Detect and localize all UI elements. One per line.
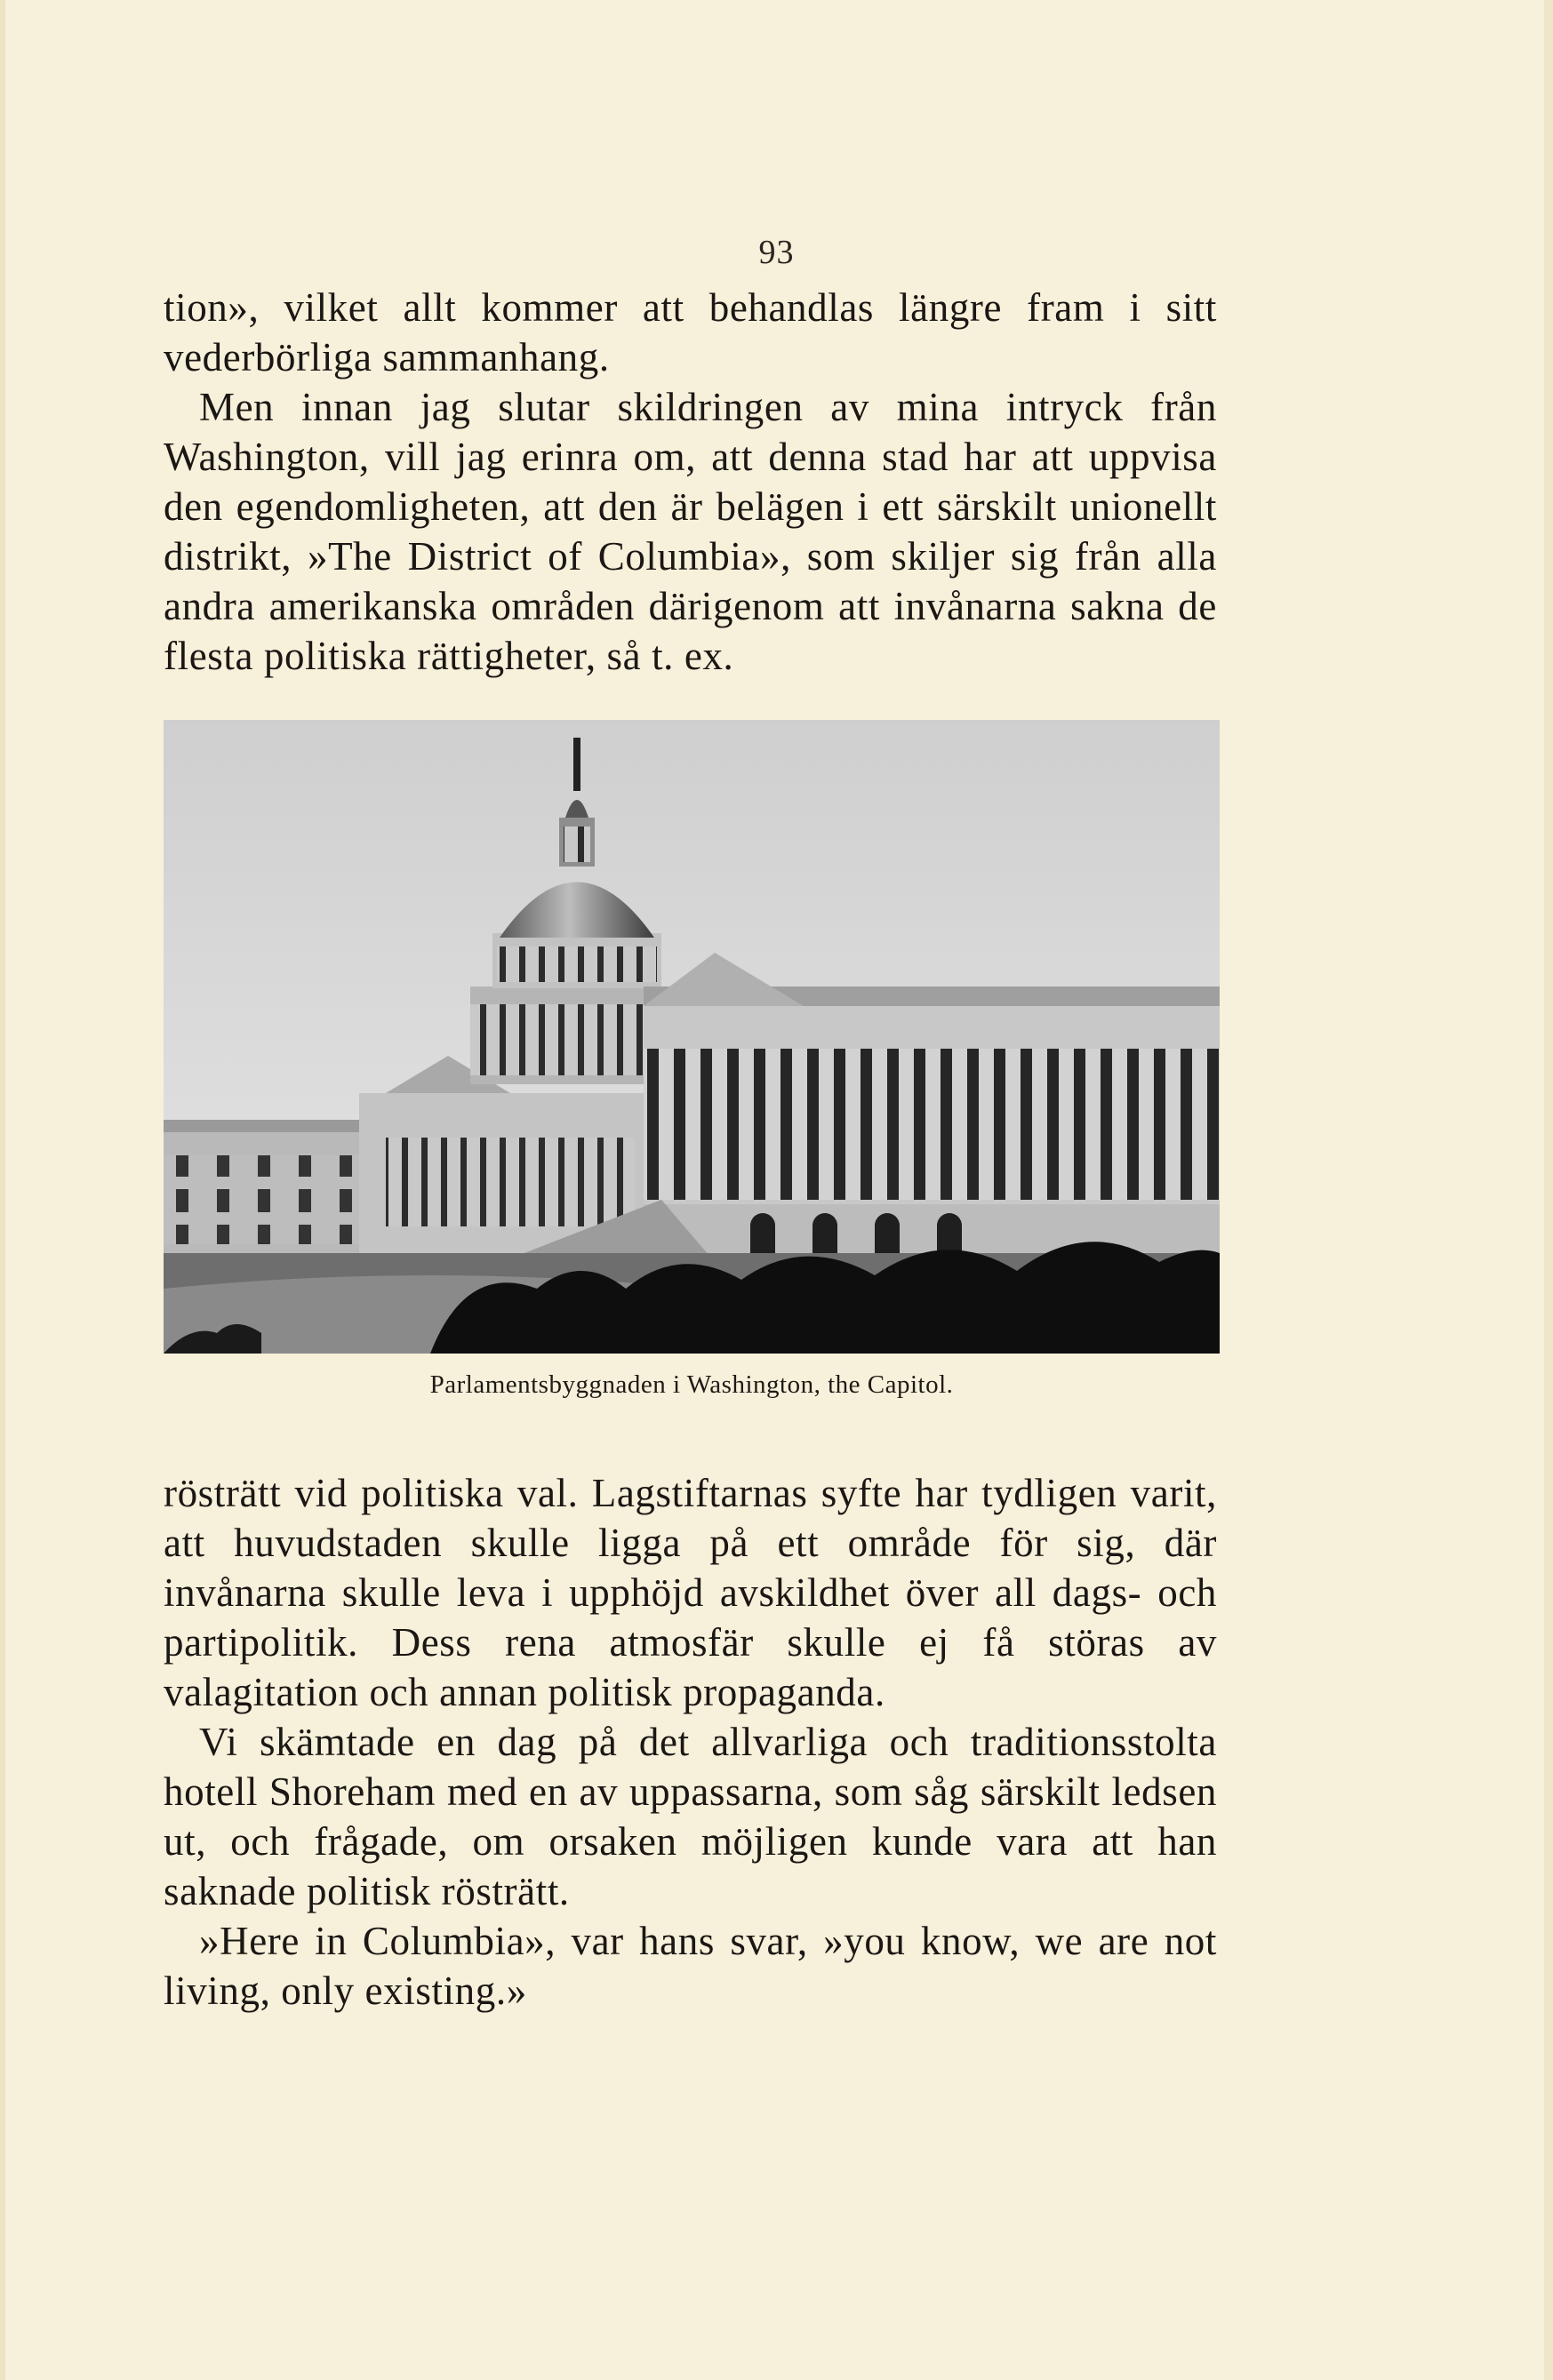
page-number: 93 xyxy=(758,234,795,271)
capitol-photograph xyxy=(164,720,1220,1354)
paragraph: tion», vilket allt kommer att behandlas längre fram i sitt vederbörliga sammanhang. xyxy=(164,285,1217,379)
top-text-block xyxy=(164,283,1217,681)
figure-caption: Parlamentsbyggnaden i Washington, the Capitol. xyxy=(429,1370,954,1399)
paragraph: »Here in Columbia», var hans svar, »you know, we are not living, only existing.» xyxy=(164,1919,1217,2013)
paragraph: Men innan jag slutar skildringen av mina intryck från Washington, vill jag erinra om, att denna stad har att uppvisa den egendomligheten, att den är belägen i ett särskilt unionellt distrikt, »The District of Columbia», som skiljer sig från alla andra amerikanska områden därigenom att invånarna sakna de flesta politiska rättigheter, så t. ex. xyxy=(164,385,1217,678)
paragraph: Vi skämtade en dag på det allvarliga och traditionsstolta hotell Shoreham med en av uppassarna, som såg särskilt ledsen ut, och frågade, om orsaken möjligen kunde vara att han saknade politisk rösträtt. xyxy=(164,1720,1217,1913)
bottom-text-block xyxy=(164,1468,1217,2016)
paragraph: rösträtt vid politiska val. Lagstiftarnas syfte har tydligen varit, att huvudstaden skulle ligga på ett område för sig, där invånarna skulle leva i upphöjd avskildhet över all dags- och partipolitik. Dess rena atmosfär skulle ej få störas av valagitation och annan politisk propaganda. xyxy=(164,1471,1217,1714)
